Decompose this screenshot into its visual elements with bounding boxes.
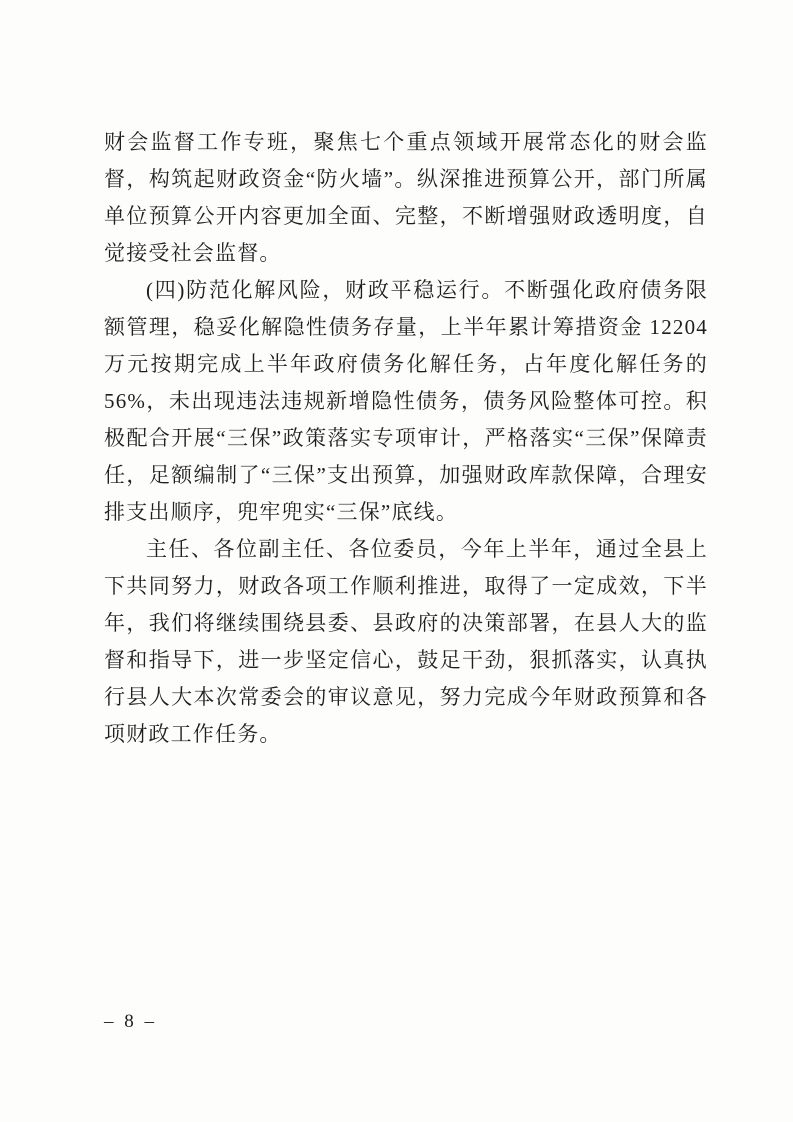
section-body-text: 不断强化政府债务限额管理，稳妥化解隐性债务存量，上半年累计筹措资金 12204 万元按期完成上半年政府债务化解任务，占年度化解任务的 56%，未出现违法违规新增隐性债务，债务风险整体可控。积极配合开展“三保”政策落实专项审计，严格落实“三保”保障责任，足额编制了“三保”支出预算，加强财政库款保障，合理安排支出顺序，兜牢兜实“三保”底线。 [104, 278, 708, 524]
paragraph-continuation: 财会监督工作专班，聚焦七个重点领域开展常态化的财会监督，构筑起财政资金“防火墙”。纵深推进预算公开，部门所属单位预算公开内容更加全面、完整，不断增强财政透明度，自觉接受社会监督。 [104, 130, 708, 265]
page-number: – 8 – [104, 1011, 157, 1032]
document-body [104, 124, 708, 753]
paragraph-section-four [104, 272, 708, 531]
section-heading: (四)防范化解风险，财政平稳运行。 [146, 278, 505, 302]
paragraph-closing: 主任、各位副主任、各位委员，今年上半年，通过全县上下共同努力，财政各项工作顺利推进，取得了一定成效，下半年，我们将继续围绕县委、县政府的决策部署，在县人大的监督和指导下，进一步坚定信心，鼓足干劲，狠抓落实，认真执行县人大本次常委会的审议意见，努力完成今年财政预算和各项财政工作任务。 [104, 537, 708, 746]
